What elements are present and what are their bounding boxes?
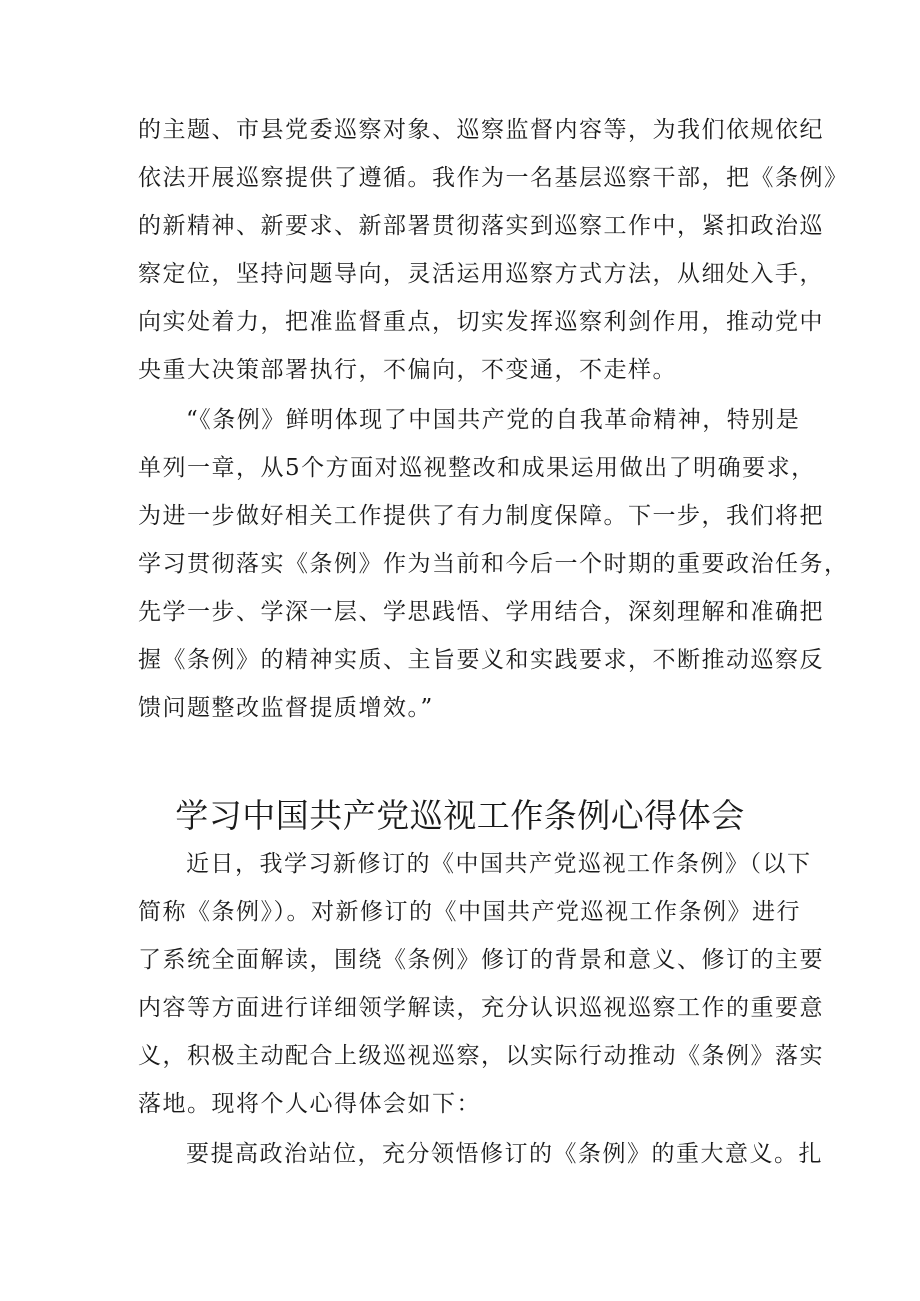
paragraph-2-line: 先学一步、学深一层、学思践悟、学用结合，深刻理解和准确把	[138, 599, 824, 625]
paragraph-2-line: 学习贯彻落实《条例》作为当前和今后一个时期的重要政治任务，	[138, 551, 849, 577]
paragraph-1-line: 的主题、市县党委巡察对象、巡察监督内容等，为我们依规依纪	[138, 117, 824, 143]
paragraph-1-line: 察定位，坚持问题导向，灵活运用巡察方式方法，从细处入手，	[138, 261, 824, 287]
paragraph-1-line: 的新精神、新要求、新部署贯彻落实到巡察工作中，紧扣政治巡	[138, 213, 824, 239]
paragraph-1-line: 依法开展巡察提供了遵循。我作为一名基层巡察干部，把《条例》	[138, 165, 849, 191]
paragraph-3-line: 内容等方面进行详细领学解读，充分认识巡视巡察工作的重要意	[138, 995, 824, 1021]
paragraph-3	[138, 840, 824, 1128]
paragraph-3-line: 了系统全面解读，围绕《条例》修订的背景和意义、修订的主要	[138, 947, 824, 973]
paragraph-4-line: 要提高政治站位，充分领悟修订的《条例》的重大意义。扎	[186, 1141, 823, 1167]
paragraph-1-line: 央重大决策部署执行，不偏向，不变通，不走样。	[138, 357, 677, 383]
paragraph-2-line: 为进一步做好相关工作提供了有力制度保障。下一步，我们将把	[138, 503, 824, 529]
paragraph-3-line: 简称《条例》）。对新修订的《中国共产党巡视工作条例》进行	[138, 899, 801, 925]
paragraph-1-line: 向实处着力，把准监督重点，切实发挥巡察利剑作用，推动党中	[138, 309, 824, 335]
paragraph-2-line: 单列一章，从5个方面对巡视整改和成果运用做出了明确要求，	[138, 455, 816, 481]
section-heading: 学习中国共产党巡视工作条例心得体会	[175, 796, 745, 835]
paragraph-3-line: 落地。现将个人心得体会如下：	[138, 1091, 481, 1117]
paragraph-3-line: 义，积极主动配合上级巡视巡察，以实际行动推动《条例》落实	[138, 1043, 824, 1069]
paragraph-2-line: “《条例》鲜明体现了中国共产党的自我革命精神，特别是	[186, 407, 801, 433]
paragraph-3-line: 近日，我学习新修订的《中国共产党巡视工作条例》（以下	[186, 851, 812, 877]
paragraph-2-line: 握《条例》的精神实质、主旨要义和实践要求，不断推动巡察反	[138, 647, 824, 673]
paragraph-4	[138, 1130, 823, 1178]
paragraph-2-line: 馈问题整改监督提质增效。”	[138, 695, 434, 721]
paragraph-1	[138, 106, 849, 394]
paragraph-2	[138, 396, 849, 732]
